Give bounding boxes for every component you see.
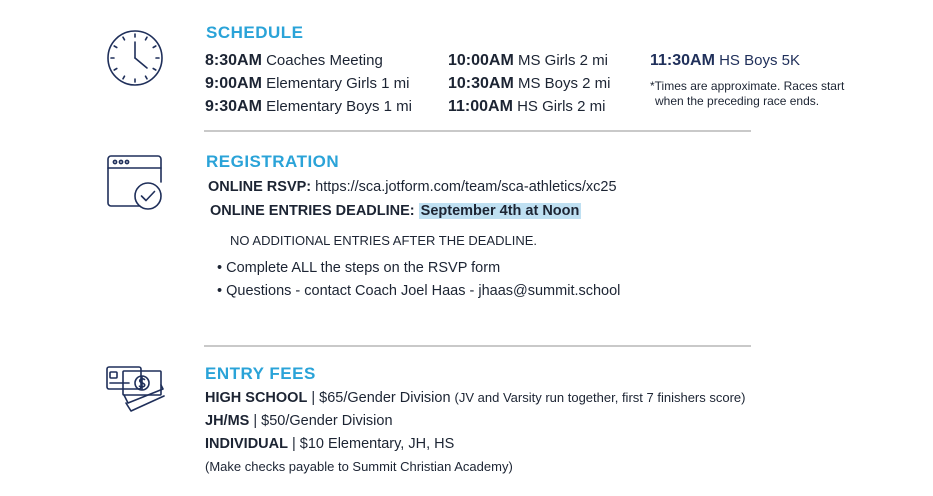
fee-individual: [205, 436, 454, 452]
schedule-row: [205, 52, 383, 70]
schedule-row: [448, 98, 605, 116]
schedule-time: 10:30AM: [448, 75, 514, 92]
checks-note-text: (Make checks payable to Summit Christian Academy): [205, 459, 513, 474]
rsvp-line: [208, 179, 617, 195]
rsvp-url-link[interactable]: https://sca.jotform.com/team/sca-athletics/xc25: [315, 179, 617, 195]
schedule-time: 11:30AM: [650, 52, 715, 69]
list-item: • Questions - contact Coach Joel Haas - jhaas@summit.school: [217, 283, 621, 299]
schedule-event: Elementary Girls 1 mi: [266, 75, 410, 92]
section-divider: [204, 345, 751, 347]
schedule-time: 11:00AM: [448, 98, 513, 115]
schedule-event: MS Girls 2 mi: [517, 52, 608, 69]
schedule-event: Elementary Boys 1 mi: [266, 98, 412, 115]
schedule-row: [650, 52, 800, 70]
schedule-note-line2: when the preceding race ends.: [655, 94, 820, 108]
deadline-line: [210, 203, 581, 219]
fee-label: HIGH SCHOOL: [205, 390, 308, 406]
schedule-time: 8:30AM: [205, 52, 262, 69]
schedule-row: [448, 75, 611, 93]
schedule-heading: SCHEDULE: [206, 23, 304, 42]
schedule-row: [205, 75, 409, 93]
fees-heading: ENTRY FEES: [205, 364, 316, 383]
fee-value: | $65/Gender Division: [307, 390, 455, 406]
deadline-value: September 4th at Noon: [420, 203, 580, 219]
fee-value: | $50/Gender Division: [249, 413, 393, 429]
schedule-event: MS Boys 2 mi: [517, 75, 611, 92]
deadline-label: ONLINE ENTRIES DEADLINE:: [210, 203, 415, 219]
schedule-row: [205, 98, 412, 116]
fee-note: (JV and Varsity run together, first 7 finishers score): [454, 390, 746, 405]
schedule-time: 10:00AM: [448, 52, 514, 69]
schedule-time: 9:00AM: [205, 75, 262, 92]
fee-high-school: [205, 390, 745, 406]
schedule-note-line1: *Times are approximate. Races start: [650, 79, 845, 93]
registration-heading: REGISTRATION: [206, 152, 340, 171]
schedule-event: HS Boys 5K: [719, 52, 800, 69]
list-item: • Complete ALL the steps on the RSVP form: [217, 260, 501, 276]
fee-label: INDIVIDUAL: [205, 436, 288, 452]
fee-value: | $10 Elementary, JH, HS: [287, 436, 455, 452]
fee-label: JH/MS: [205, 413, 250, 429]
no-entries-notice: NO ADDITIONAL ENTRIES AFTER THE DEADLINE.: [230, 233, 538, 248]
schedule-time: 9:30AM: [205, 98, 262, 115]
schedule-event: HS Girls 2 mi: [517, 98, 606, 115]
fee-jh-ms: [205, 413, 393, 429]
checks-note: [205, 459, 513, 475]
money-cash-card-icon: [105, 363, 165, 417]
rsvp-label: ONLINE RSVP:: [208, 179, 312, 195]
section-divider: [204, 130, 751, 132]
clock-icon: [105, 28, 165, 88]
schedule-event: Coaches Meeting: [266, 52, 383, 69]
schedule-row: [448, 52, 608, 70]
browser-checkmark-icon: [106, 154, 166, 214]
